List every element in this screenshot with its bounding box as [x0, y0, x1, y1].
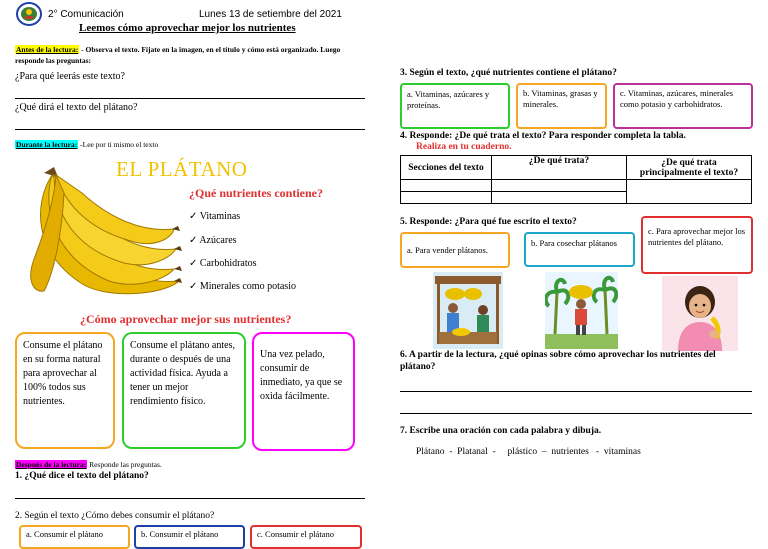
table-header: ¿De qué trata principalmente el texto?: [627, 156, 752, 180]
table-cell[interactable]: [492, 192, 627, 204]
grade-label: 2° Comunicación: [48, 9, 124, 20]
option-b[interactable]: b. Consumir el plátano: [134, 525, 245, 549]
option-c[interactable]: c. Vitaminas, azúcares, minerales como potasio y carbohidratos.: [613, 83, 753, 129]
banana-illustration: [14, 163, 184, 303]
reading-title: EL PLÁTANO: [116, 157, 248, 181]
sections-table: [400, 155, 752, 204]
option-a[interactable]: a. Vitaminas, azúcares y proteínas.: [400, 83, 510, 129]
selling-bananas-picture: [433, 272, 503, 349]
after-reading-label: Después de la lectura:: [16, 460, 87, 469]
page-title: Leemos cómo aprovechar mejor los nutrientes: [79, 22, 296, 34]
table-cell[interactable]: [401, 180, 492, 192]
during-reading-section: [15, 140, 158, 149]
table-cell[interactable]: [401, 192, 492, 204]
nutrient-item: ✓ Vitaminas: [189, 211, 241, 222]
table-cell[interactable]: [627, 180, 752, 204]
after-question-1: 1. ¿Qué dice el texto del plátano?: [15, 471, 149, 481]
tip-box-natural: [15, 332, 115, 449]
option-c[interactable]: c. Consumir el plátano: [250, 525, 362, 549]
table-header: Secciones del texto: [401, 156, 492, 180]
answer-line[interactable]: [15, 129, 365, 130]
how-question: ¿Cómo aprovechar mejor sus nutrientes?: [80, 312, 292, 326]
question-4-note: Realiza en tu cuaderno.: [416, 142, 512, 152]
before-reading-section: [15, 44, 360, 66]
before-question-2: ¿Qué dirá el texto del plátano?: [15, 102, 138, 113]
answer-line[interactable]: [400, 413, 752, 414]
question-5: 5. Responde: ¿Para qué fue escrito el texto?: [400, 217, 577, 227]
nutrient-item: ✓ Azúcares: [189, 235, 237, 246]
option-b[interactable]: b. Para cosechar plátanos: [524, 232, 635, 267]
after-question-2: 2. Según el texto ¿Cómo debes consumir el plátano?: [15, 511, 215, 521]
word-list: Plátano - Platanal - plástico – nutrientes - vitaminas: [416, 447, 641, 457]
question-7: 7. Escribe una oración con cada palabra y dibuja.: [400, 426, 602, 436]
table-header: ¿De qué trata?: [492, 156, 627, 180]
nutrient-item: ✓ Minerales como potasio: [189, 281, 296, 292]
tip-box-peeled: [252, 332, 355, 451]
before-reading-instruction: - Observa el texto. Fíjate en la imagen, en el título y cómo está organizado. Luego responde las preguntas:: [15, 45, 341, 65]
date-label: Lunes 13 de setiembre del 2021: [199, 9, 342, 20]
answer-line[interactable]: [15, 498, 365, 499]
after-reading-section: [15, 460, 162, 469]
answer-line[interactable]: [400, 391, 752, 392]
tip-text: Consume el plátano en su forma natural para aprovechar al 100% todos sus nutrientes.: [23, 340, 103, 407]
tip-text: Consume el plátano antes, durante o después de una actividad física. Ayuda a tener un mejor rendimiento físico.: [130, 340, 235, 407]
question-3: 3. Según el texto, ¿qué nutrientes contiene el plátano?: [400, 68, 617, 78]
table-cell[interactable]: [492, 180, 627, 192]
during-reading-label: Durante la lectura:: [16, 140, 78, 149]
question-6: 6. A partir de la lectura, ¿qué opinas sobre cómo aprovechar los nutrientes del plátano?: [400, 350, 716, 372]
answer-line[interactable]: [15, 98, 365, 99]
option-a[interactable]: a. Para vender plátanos.: [400, 232, 510, 268]
option-c[interactable]: c. Para aprovechar mejor los nutrientes del plátano.: [641, 216, 753, 274]
nutrient-item: ✓ Carbohidratos: [189, 258, 257, 269]
during-reading-instruction: -Lee por ti mismo el texto: [80, 140, 159, 149]
girl-eating-banana-picture: [662, 276, 738, 351]
tip-text: Una vez pelado, consumir de inmediato, ya que se oxida fácilmente.: [260, 349, 343, 402]
option-a[interactable]: a. Consumir el plátano: [19, 525, 130, 549]
question-4: 4. Responde: ¿De qué trata el texto? Para responder completa la tabla.: [400, 131, 686, 141]
tip-box-activity: [122, 332, 246, 449]
option-b[interactable]: b. Vitaminas, grasas y minerales.: [516, 83, 607, 129]
nutrients-question: ¿Qué nutrientes contiene?: [189, 186, 323, 200]
school-logo: [16, 2, 42, 26]
after-reading-instruction: Responde las preguntas.: [89, 460, 162, 469]
before-reading-label: Antes de la lectura:: [16, 45, 79, 54]
before-question-1: ¿Para qué leerás este texto?: [15, 71, 125, 82]
harvesting-picture: [545, 272, 618, 349]
